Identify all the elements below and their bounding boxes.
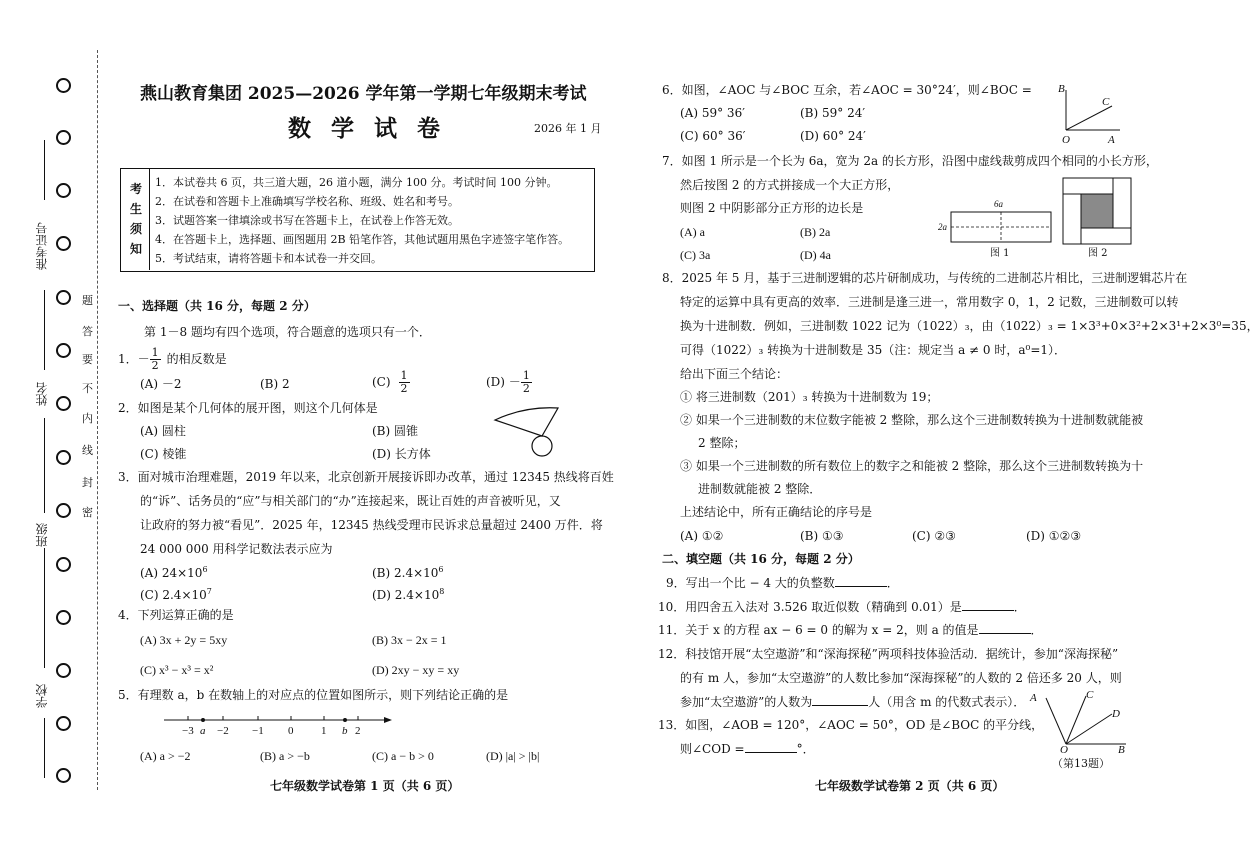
binding-hole (56, 557, 71, 572)
binding-hole (56, 396, 71, 411)
q13-label-b: B (1118, 744, 1125, 756)
q1-sign: － (137, 352, 150, 367)
q3-d-text: (D) 2.4×10 (372, 588, 440, 602)
q11-text: 11．关于 x 的方程 ax − 6 = 0 的解为 x = 2，则 a 的值是 (658, 623, 979, 637)
question-1 (118, 347, 227, 371)
axis-label-a: a (200, 725, 206, 737)
axis-label-b: b (342, 725, 348, 737)
q6-option-b: (B) 59° 24′ (800, 106, 866, 120)
q10-answer-blank[interactable] (962, 601, 1014, 611)
q13-caption: （第13题） (1052, 757, 1110, 770)
q2-option-a: (A) 圆柱 (140, 424, 186, 438)
question-8-line: ① 将三进制数（201）₃ 转换为十进制数为 19； (680, 390, 939, 404)
question-3-line: 的“诉”、话务员的“应”与相关部门的“办”连接起来，既让百姓的声音被听见，又 (140, 494, 561, 508)
q6-angle-figure (1058, 83, 1128, 136)
q6-option-d: (D) 60° 24′ (800, 129, 866, 143)
q6-label-o: O (1062, 134, 1070, 146)
q13-label-c: C (1086, 689, 1094, 701)
field-line (44, 718, 45, 778)
question-8-line: 可得（1022）₃ 转换为十进制数是 35（注：规定当 a ≠ 0 时，a⁰=1）． (680, 343, 1067, 357)
notice-label: 生 (130, 202, 143, 216)
notice-label: 考 (130, 182, 143, 196)
field-line (44, 418, 45, 513)
seal-char: 线 (82, 444, 93, 457)
q9-answer-blank[interactable] (835, 577, 887, 587)
section-2-title: 二、填空题（共 16 分，每题 2 分） (662, 552, 860, 566)
binding-hole (56, 663, 71, 678)
question-3-line: 24 000 000 用科学记数法表示应为 (140, 542, 333, 556)
fig1-width-label: 6a (994, 199, 1003, 209)
q3-option-d (372, 588, 444, 601)
question-8-line: 进制数就能被 2 整除． (698, 482, 822, 496)
q1-option-a: (A) －2 (140, 377, 182, 391)
q1-fraction (150, 347, 161, 371)
axis-label: −1 (252, 725, 264, 737)
q13-suffix: °． (796, 742, 815, 756)
question-7-line: 则图 2 中阴影部分正方形的边长是 (680, 201, 864, 215)
binding-hole (56, 716, 71, 731)
seal-char: 答 (82, 325, 93, 338)
question-8-line: 2 整除； (698, 436, 746, 450)
fig1-height-label: 2a (938, 222, 947, 232)
q3-option-a (140, 566, 208, 579)
field-exam-id-label: 准考证号 (35, 222, 49, 270)
question-7-line: 然后按图 2 的方式拼接成一个大正方形， (680, 178, 900, 192)
question-8-line: ② 如果一个三进制数的末位数字能被 2 整除，那么这个三进制数转换为十进制数就能被 (680, 413, 1144, 427)
notice-item: 4．在答题卡上，选择题、画图题用 2B 铅笔作答，其他试题用黑色字迹签字笔作答。 (155, 233, 570, 246)
axis-label: 1 (321, 725, 327, 737)
notice-label: 知 (130, 242, 143, 256)
notice-item: 3．试题答案一律填涂或书写在答题卡上，在试卷上作答无效。 (155, 214, 459, 227)
q2-option-c: (C) 棱锥 (140, 447, 187, 461)
binding-hole (56, 78, 71, 93)
notice-item: 1．本试卷共 6 页，共三道大题，26 道小题，满分 100 分。考试时间 100 分钟。 (155, 176, 558, 189)
axis-label: −3 (182, 725, 194, 737)
binding-hole (56, 610, 71, 625)
question-8-line: 8．2025 年 5 月，基于三进制逻辑的芯片研制成功，与传统的二进制芯片相比，三进制逻辑芯片在 (662, 271, 1188, 285)
q1-frac-den: 2 (151, 358, 159, 372)
notice-label: 须 (130, 222, 143, 236)
q2-option-b: (B) 圆锥 (372, 424, 418, 438)
number-line-figure (160, 712, 400, 740)
seal-char: 要 (82, 353, 93, 366)
q6-option-c: (C) 60° 36′ (680, 129, 746, 143)
q3-b-text: (B) 2.4×10 (372, 566, 439, 580)
notice-box (120, 168, 595, 272)
seal-line (97, 50, 98, 790)
seal-char: 题 (82, 294, 93, 307)
q12-suffix: 人（用含 m 的代数式表示）． (868, 695, 1026, 709)
question-9: 9．写出一个比 − 4 大的负整数 ． (666, 576, 899, 590)
q8-option-a: (A) ①② (680, 529, 724, 543)
q7-option-d: (D) 4a (800, 248, 831, 262)
binding-hole (56, 343, 71, 358)
q1-d-den: 2 (522, 381, 530, 395)
seal-char: 内 (82, 412, 93, 425)
axis-label: 2 (355, 725, 361, 737)
q3-b-exp: 6 (438, 565, 444, 574)
q3-a-text: (A) 24×10 (140, 566, 203, 580)
seal-char: 密 (82, 506, 93, 519)
q12-answer-blank[interactable] (812, 696, 868, 706)
q1-c-label: (C) (372, 375, 391, 390)
question-3-line: 让政府的努力被“看见”．2025 年，12345 热线受理市民诉求总量超过 2400 万件．将 (140, 518, 603, 532)
field-name-label: 姓名 (35, 382, 49, 406)
question-8-line: 给出下面三个结论： (680, 367, 789, 381)
page-1-footer: 七年级数学试卷第 1 页（共 6 页） (270, 779, 460, 793)
q5-option-d: (D) |a| > |b| (486, 749, 540, 763)
field-class-label: 班级 (35, 523, 49, 547)
question-2: 2．如图是某个几何体的展开图，则这个几何体是 (118, 401, 378, 415)
question-11: 11．关于 x 的方程 ax − 6 = 0 的解为 x = 2，则 a 的值是 ． (658, 623, 1043, 637)
question-7-line: 7．如图 1 所示是一个长为 6a，宽为 2a 的长方形，沿图中虚线裁剪成四个相同的小长方形， (662, 154, 1158, 168)
question-13-line (680, 743, 815, 755)
q3-c-text: (C) 2.4×10 (140, 588, 207, 602)
q7-option-a: (A) a (680, 225, 705, 239)
q5-option-b: (B) a > −b (260, 749, 310, 763)
fig1-caption: 图 1 (990, 248, 1010, 259)
binding-hole (56, 236, 71, 251)
q3-a-exp: 6 (202, 565, 208, 574)
question-12-line (680, 696, 1025, 708)
q11-answer-blank[interactable] (979, 624, 1031, 634)
exam-title: 燕山教育集团 2025—2026 学年第一学期七年级期末考试 (140, 84, 587, 104)
cone-net-figure (490, 398, 570, 458)
q13-angle-figure (1040, 689, 1130, 750)
seal-char: 封 (82, 476, 93, 489)
q4-option-a: (A) 3x + 2y = 5xy (140, 633, 228, 647)
q1-d-num: 1 (522, 369, 530, 382)
q13-answer-blank[interactable] (745, 743, 797, 753)
question-6: 6．如图，∠AOC 与∠BOC 互余，若∠AOC = 30°24′，则∠BOC = (662, 83, 1032, 97)
q1-d-label: (D) － (486, 375, 521, 390)
notice-divider (149, 169, 150, 270)
question-8-line: ③ 如果一个三进制数的所有数位上的数字之和能被 2 整除，那么这个三进制数转换为十 (680, 459, 1144, 473)
binding-hole (56, 450, 71, 465)
q3-c-exp: 7 (206, 587, 212, 596)
axis-label: 0 (288, 725, 294, 737)
q5-option-a: (A) a > −2 (140, 749, 191, 763)
q7-option-b: (B) 2a (800, 225, 831, 239)
q3-d-exp: 8 (439, 587, 445, 596)
binding-hole (56, 130, 71, 145)
question-4: 4．下列运算正确的是 (118, 608, 234, 622)
notice-item: 5．考试结束，请将答题卡和本试卷一并交回。 (155, 252, 382, 265)
question-13-line: 13．如图，∠AOB = 120°，∠AOC = 50°，OD 是∠BOC 的平分线， (658, 718, 1044, 732)
axis-label: −2 (217, 725, 229, 737)
q12-text: 参加“太空遨游”的人数为 (680, 695, 813, 709)
exam-date: 2026 年 1 月 (534, 122, 602, 135)
q4-option-c: (C) x³ − x³ = x² (140, 663, 214, 677)
q9-text: 9．写出一个比 − 4 大的负整数 (666, 576, 835, 590)
q6-label-b: B (1058, 83, 1065, 95)
q3-option-b (372, 566, 444, 579)
question-5: 5．有理数 a，b 在数轴上的对应点的位置如图所示，则下列结论正确的是 (118, 688, 509, 702)
q7-option-c: (C) 3a (680, 248, 711, 262)
q8-option-c: (C) ②③ (912, 529, 956, 543)
question-12-line: 的有 m 人，参加“太空遨游”的人数比参加“深海探秘”的人数的 2 倍还多 20 人，则 (680, 671, 1122, 685)
section-1-intro: 第 1－8 题均有四个选项，符合题意的选项只有一个． (144, 325, 431, 339)
q1-option-b: (B) 2 (260, 377, 290, 391)
q4-option-b: (B) 3x − 2x = 1 (372, 633, 447, 647)
q1-c-den: 2 (400, 381, 408, 395)
q1-number: 1． (118, 352, 138, 367)
question-8-line: 特定的运算中具有更高的效率．三进制是逢三进一，常用数字 0，1，2 记数，三进制数可以转 (680, 295, 1179, 309)
field-school-label: 学校 (35, 684, 49, 708)
q1-c-fraction (399, 370, 410, 394)
q1-frac-num: 1 (151, 346, 159, 359)
seal-char: 不 (82, 382, 93, 395)
q6-label-c: C (1102, 96, 1110, 108)
figure-1-rectangle (950, 207, 1054, 247)
q6-label-a: A (1108, 134, 1115, 146)
q1-d-fraction (521, 370, 532, 394)
q13-label-o: O (1060, 744, 1068, 756)
binding-hole (56, 183, 71, 198)
field-line (44, 548, 45, 668)
q6-option-a: (A) 59° 36′ (680, 106, 745, 120)
q2-option-d: (D) 长方体 (372, 447, 431, 461)
fig2-caption: 图 2 (1088, 248, 1108, 259)
exam-subject: 数 学 试 卷 (288, 115, 447, 142)
question-8-line: 上述结论中，所有正确结论的序号是 (680, 505, 873, 519)
field-line (44, 140, 45, 200)
q8-option-b: (B) ①③ (800, 529, 844, 543)
question-10: 10．用四舍五入法对 3.526 取近似数（精确到 0.01）是 ． (658, 600, 1026, 614)
page-2-footer: 七年级数学试卷第 2 页（共 6 页） (815, 779, 1005, 793)
q1-option-c (372, 370, 410, 394)
question-3-line: 3．面对城市治理难题，2019 年以来，北京创新开展接诉即办改革，通过 12345 热线将百姓 (118, 470, 614, 484)
binding-hole (56, 290, 71, 305)
q10-text: 10．用四舍五入法对 3.526 取近似数（精确到 0.01）是 (658, 600, 962, 614)
section-1-title: 一、选择题（共 16 分，每题 2 分） (118, 299, 316, 313)
q8-option-d: (D) ①②③ (1026, 529, 1082, 543)
question-12-line: 12．科技馆开展“太空遨游”和“深海探秘”两项科技体验活动．据统计，参加“深海探秘” (658, 647, 1119, 661)
q13-label-d: D (1112, 708, 1120, 720)
q4-option-d: (D) 2xy − xy = xy (372, 663, 460, 677)
q1-c-num: 1 (400, 369, 408, 382)
q1-stem: 的相反数是 (166, 352, 227, 367)
binding-hole (56, 768, 71, 783)
q13-text: 则∠COD = (680, 742, 745, 756)
q13-label-a: A (1030, 692, 1037, 704)
figure-2-square (1062, 177, 1134, 247)
notice-item: 2．在试卷和答题卡上准确填写学校名称、班级、姓名和考号。 (155, 195, 459, 208)
question-8-line: 换为十进制数．例如，三进制数 1022 记为（1022）₃，由（1022）₃ = 1×3³+0×3²+2×3¹+2×3⁰=35， (680, 319, 1259, 333)
q1-option-d (486, 370, 532, 394)
binding-hole (56, 503, 71, 518)
field-line (44, 290, 45, 370)
q5-option-c: (C) a − b > 0 (372, 749, 434, 763)
q3-option-c (140, 588, 212, 601)
